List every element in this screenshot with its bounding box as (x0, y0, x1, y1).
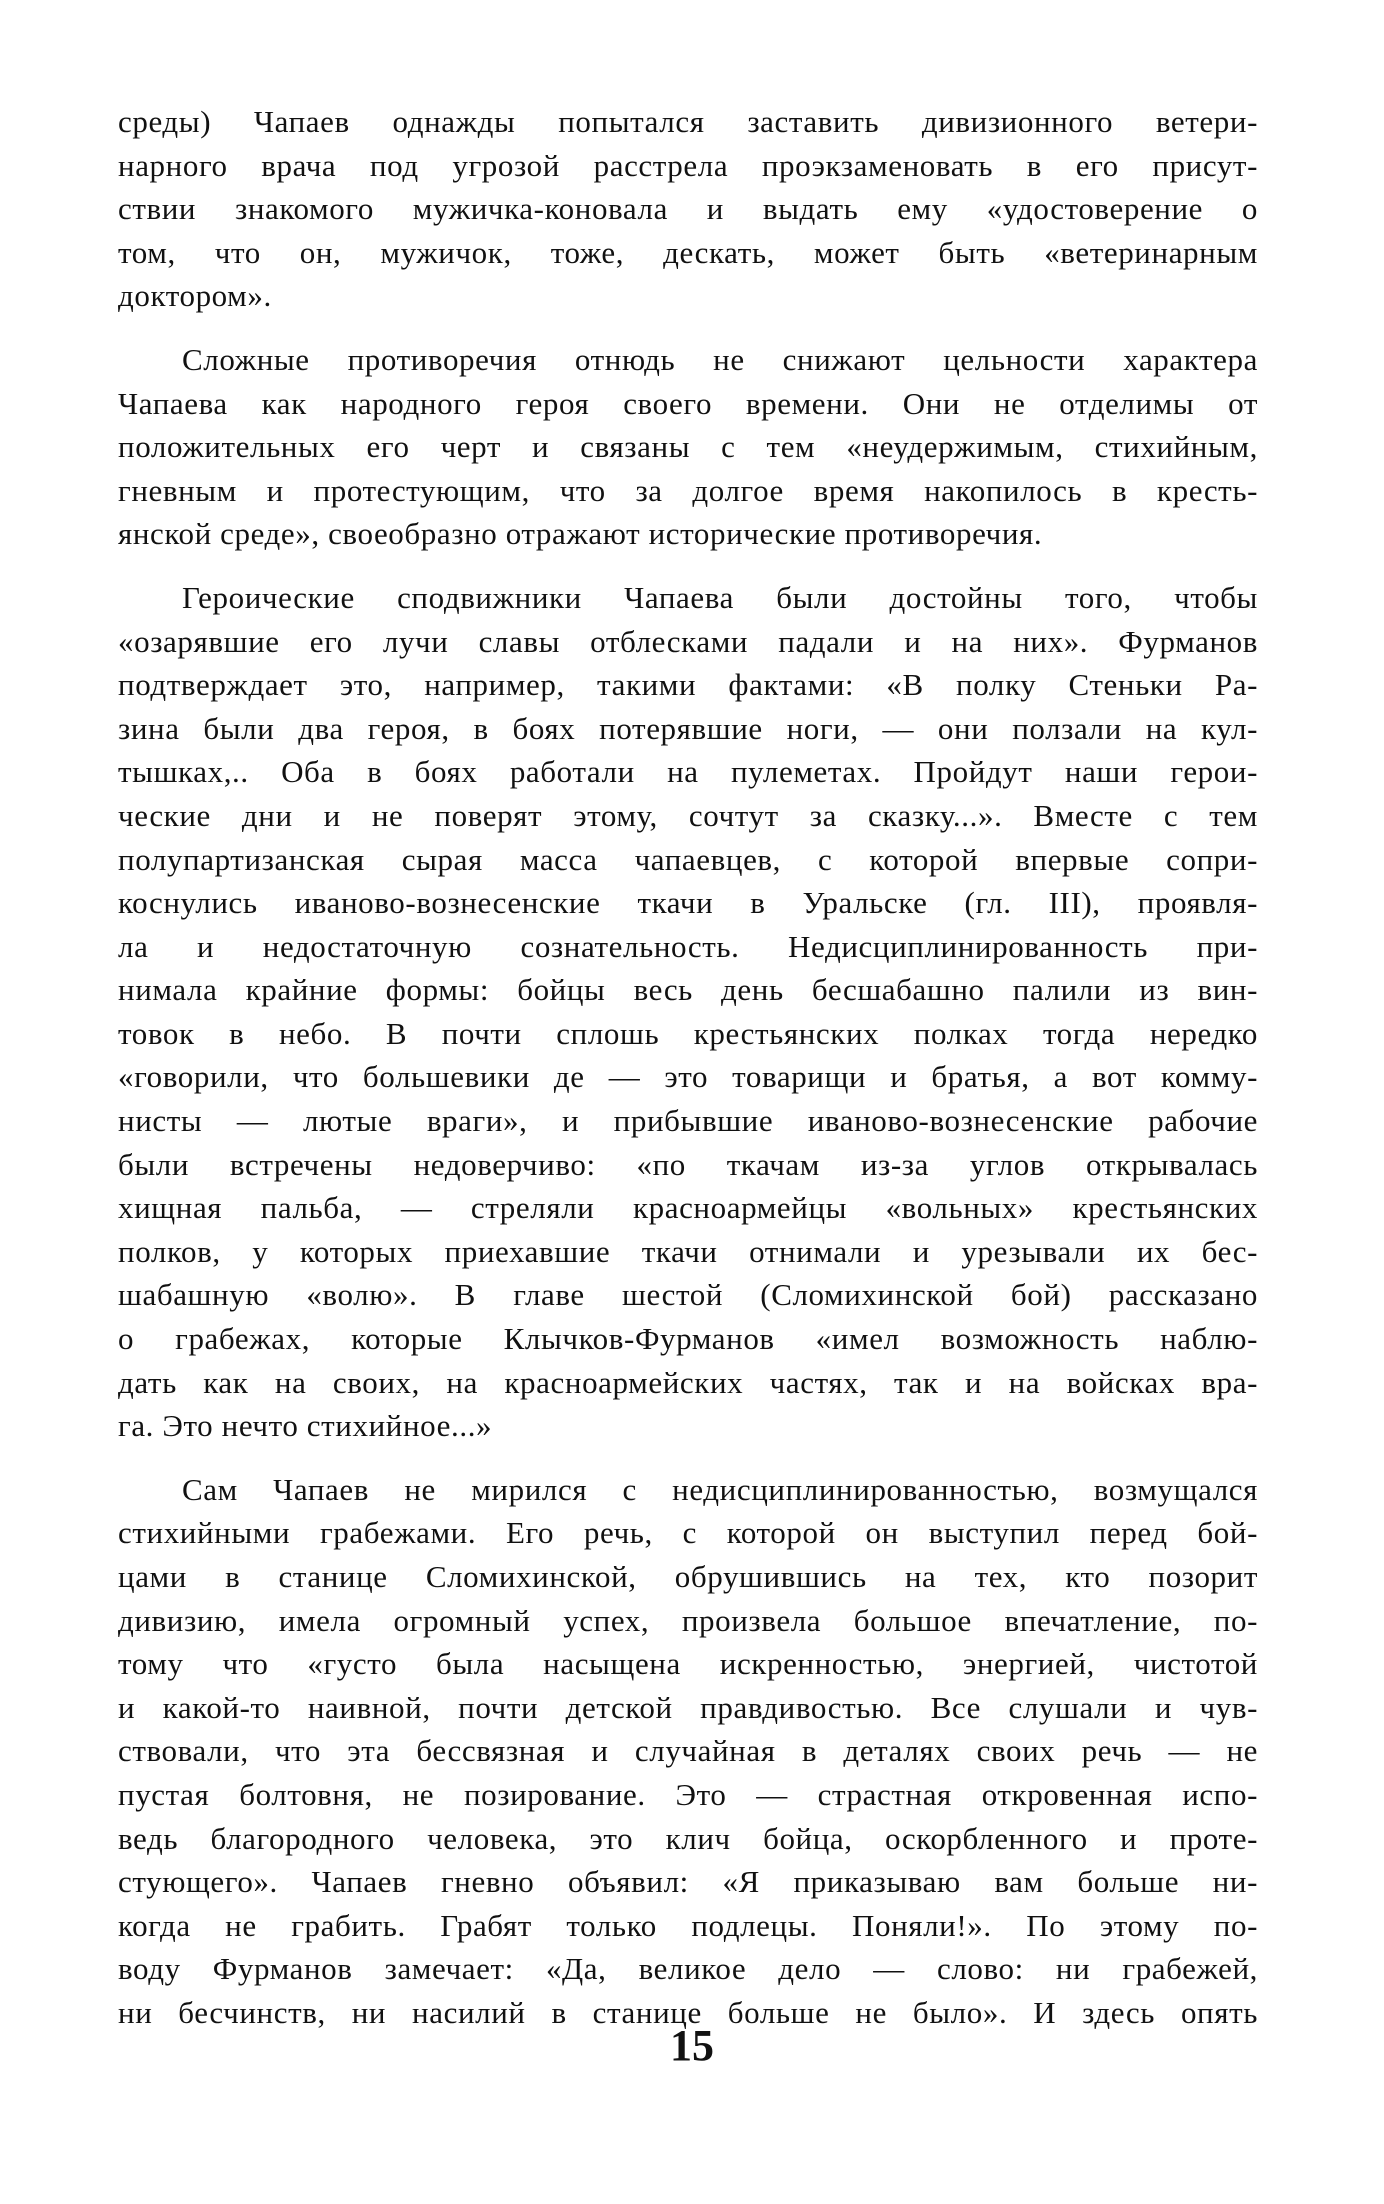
text-line: тому что «густо была насыщена искренностью, энергией, чистотой (118, 1646, 1258, 1682)
paragraph-2 (118, 338, 1258, 556)
text-line: ствовали, что эта бессвязная и случайная в деталях своих речь — не (118, 1733, 1258, 1769)
text-line: Героические сподвижники Чапаева были достойны того, чтобы (182, 579, 1258, 615)
text-line: гневным и протестующим, что за долгое время накопилось в кресть- (118, 472, 1258, 508)
text-line: и какой-то наивной, почти детской правдивостью. Все слушали и чув- (118, 1689, 1258, 1725)
paragraph-1 (118, 100, 1258, 318)
text-line: полупартизанская сырая масса чапаевцев, с которой впервые сопри- (118, 841, 1258, 877)
text-line: зина были два героя, в боях потерявшие ноги, — они ползали на кул- (118, 710, 1258, 746)
text-line: подтверждает это, например, такими фактами: «В полку Стеньки Ра- (118, 667, 1258, 703)
text-line: положительных его черт и связаны с тем «неудержимым, стихийным, (118, 429, 1258, 465)
text-line: Сложные противоречия отнюдь не снижают цельности характера (182, 341, 1258, 377)
text-line: нисты — лютые враги», и прибывшие иваново-вознесенские рабочие (118, 1103, 1258, 1139)
text-line: дать как на своих, на красноармейских частях, так и на войсках вра- (118, 1364, 1258, 1400)
text-line: нарного врача под угрозой расстрела проэкзаменовать в его присут- (118, 147, 1258, 183)
text-line: ни бесчинств, ни насилий в станице больше не было». И здесь опять (118, 1994, 1258, 2030)
text-line: были встречены недоверчиво: «по ткачам из-за углов открывалась (118, 1146, 1258, 1182)
text-line: товок в небо. В почти сплошь крестьянских полках тогда нередко (118, 1015, 1258, 1051)
text-line: том, что он, мужичок, тоже, дескать, может быть «ветеринарным (118, 234, 1258, 270)
text-line: «говорили, что большевики де — это товарищи и братья, а вот комму- (118, 1059, 1258, 1095)
text-line: Сам Чапаев не мирился с недисциплинированностью, возмущался (182, 1471, 1258, 1507)
text-line: воду Фурманов замечает: «Да, великое дело — слово: ни грабежей, (118, 1951, 1258, 1987)
text-line: шабашную «волю». В главе шестой (Сломихинской бой) рассказано (118, 1277, 1258, 1313)
text-line: коснулись иваново-вознесенские ткачи в Уральске (гл. III), проявля- (118, 885, 1258, 921)
text-line: дивизию, имела огромный успех, произвела большое впечатление, по- (118, 1602, 1258, 1638)
text-line: тышках,.. Оба в боях работали на пулеметах. Пройдут наши герои- (118, 754, 1258, 790)
text-line: когда не грабить. Грабят только подлецы. Поняли!». По этому по- (118, 1907, 1258, 1943)
text-line: ла и недостаточную сознательность. Недисциплинированность при- (118, 928, 1258, 964)
text-line: «озарявшие его лучи славы отблесками падали и на них». Фурманов (118, 623, 1258, 659)
text-line: доктором». (118, 278, 272, 314)
text-line: о грабежах, которые Клычков-Фурманов «имел возможность наблю- (118, 1321, 1258, 1357)
text-line: нимала крайние формы: бойцы весь день бесшабашно палили из вин- (118, 972, 1258, 1008)
text-line: ческие дни и не поверят этому, сочтут за сказку...». Вместе с тем (118, 797, 1258, 833)
paragraph-4 (118, 1468, 1258, 2035)
text-line: цами в станице Сломихинской, обрушившись на тех, кто позорит (118, 1559, 1258, 1594)
text-line: среды) Чапаев однажды попытался заставить дивизионного ветери- (118, 104, 1258, 139)
text-line: ведь благородного человека, это клич бойца, оскорбленного и проте- (118, 1820, 1258, 1856)
text-line: стихийными грабежами. Его речь, с которой он выступил перед бой- (118, 1515, 1258, 1551)
page-number: 15 (670, 2021, 714, 2070)
text-line: полков, у которых приехавшие ткачи отнимали и урезывали их бес- (118, 1233, 1258, 1269)
text-line: Чапаева как народного героя своего времени. Они не отделимы от (118, 385, 1258, 421)
text-line: ствии знакомого мужичка-коновала и выдать ему «удостоверение о (118, 191, 1258, 227)
page-body (118, 100, 1258, 2055)
text-line: стующего». Чапаев гневно объявил: «Я приказываю вам больше ни- (118, 1864, 1258, 1900)
text-line: пустая болтовня, не позирование. Это — страстная откровенная испо- (118, 1776, 1258, 1812)
text-line: га. Это нечто стихийное...» (118, 1408, 493, 1444)
paragraph-3 (118, 576, 1258, 1448)
text-line: хищная пальба, — стреляли красноармейцы «вольных» крестьянских (118, 1190, 1258, 1226)
text-line: янской среде», своеобразно отражают исторические противоречия. (118, 516, 1043, 552)
